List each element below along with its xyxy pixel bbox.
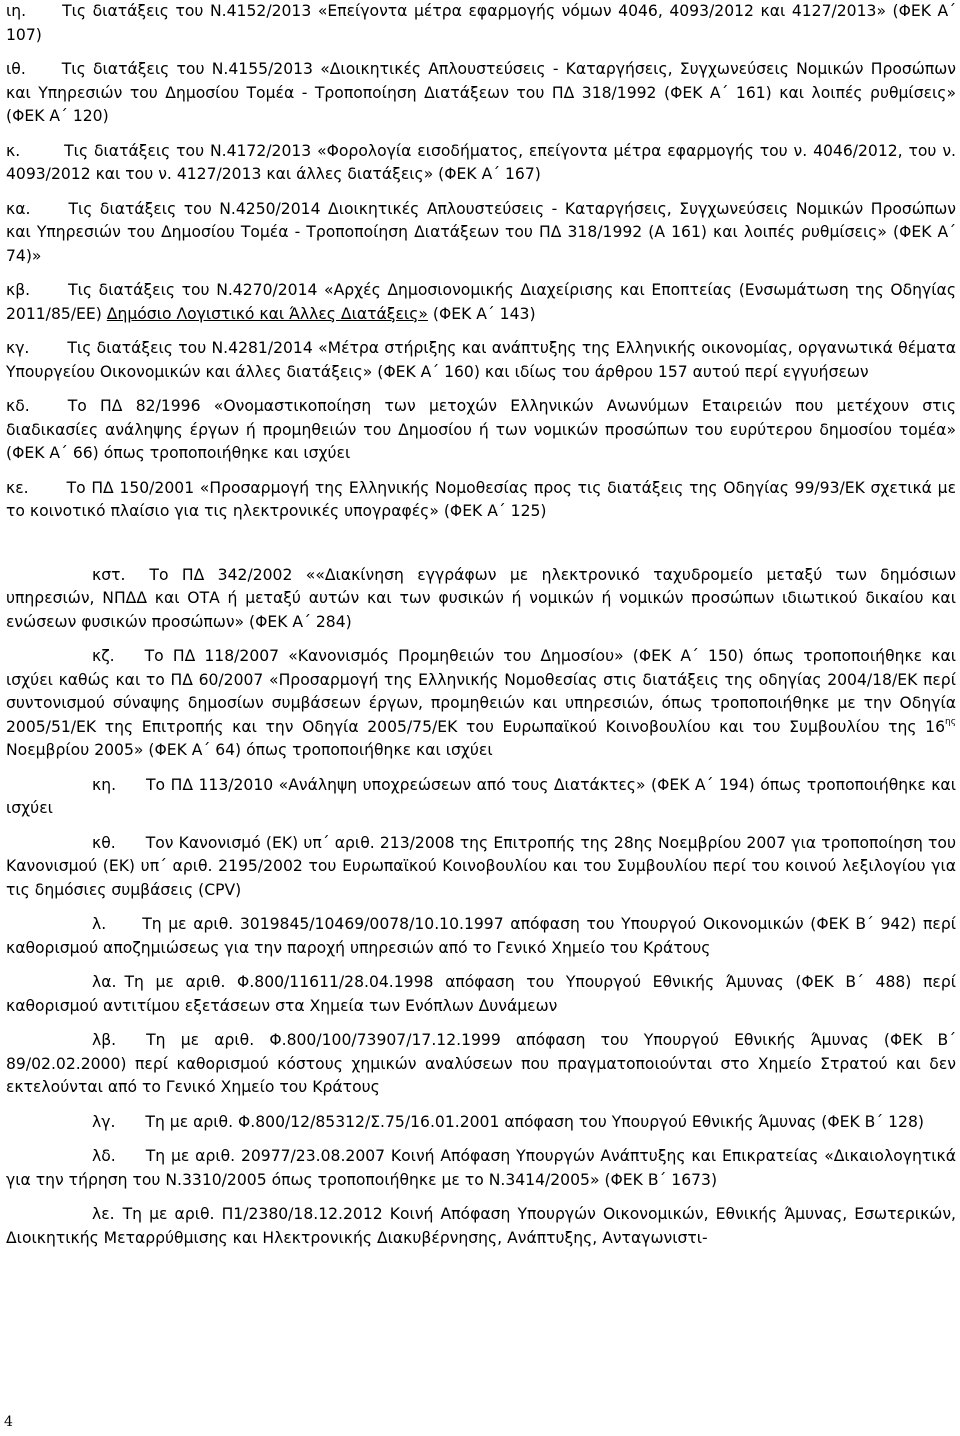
document-body [6, 0, 956, 1250]
list-item-la [6, 971, 956, 1018]
item-text: Το ΠΔ 342/2002 ««Διακίνηση εγγράφων με ηλεκτρονικό ταχυδρομείο μεταξύ των δημόσιων υπηρεσιών, ΝΠΔΔ και ΟΤΑ ή μεταξύ αυτών και των φυσικών ή νομικών ή νομικών προσώπων ιδιωτικού δικαίου και ενώσεων φυσικών προσώπων» (ΦΕΚ Α΄ 284) [6, 565, 956, 631]
item-label: λβ. [92, 1031, 117, 1049]
list-item-kd [6, 395, 956, 466]
item-label: κστ. [92, 565, 126, 584]
item-label: κθ. [92, 833, 116, 852]
list-item-ie [6, 0, 956, 47]
item-label: κδ. [6, 397, 30, 415]
item-text: Τη με αριθ. 3019845/10469/0078/10.10.1997 απόφαση του Υπουργού Οικονομικών (ΦΕΚ Β΄ 942) περί καθορισμού αποζημιώσεως για την παροχή υπηρεσιών από το Γενικό Χημείο του Κράτους [6, 915, 956, 957]
list-item-kth [6, 832, 956, 903]
item-text-tail: Νοεμβρίου 2005» (ΦΕΚ Α΄ 64) όπως τροποποιήθηκε και ισχύει [6, 741, 493, 759]
item-text: Τη με αριθ. Φ.800/12/85312/Σ.75/16.01.2001 απόφαση του Υπουργού Εθνικής Άμυνας (ΦΕΚ Β΄ 128) [145, 1112, 924, 1131]
list-item-kh [6, 774, 956, 821]
item-label: κ. [6, 141, 21, 160]
list-item-ld [6, 1145, 956, 1192]
item-label: κε. [6, 478, 29, 497]
item-label: λδ. [92, 1147, 116, 1165]
item-label: λγ. [92, 1112, 116, 1131]
item-text-underlined: Δημόσιο Λογιστικό και Άλλες Διατάξεις» [106, 304, 428, 323]
item-text: Τη με αριθ. Φ.800/100/73907/17.12.1999 απόφαση του Υπουργού Εθνικής Άμυνας (ΦΕΚ Β΄ 89/02.02.2000) περί καθορισμού κόστους χημικών αναλύσεων που πραγματοποιούνται στο Χημείο Στρατού και δεν εκτελούνται από το Γενικό Χημείο του Κράτους [6, 1031, 956, 1096]
item-text: Τις διατάξεις του Ν.4250/2014 Διοικητικές Απλουστεύσεις - Καταργήσεις, Συγχωνεύσεις Νομικών Προσώπων και Υπηρεσιών του Δημοσίου Τομέα - Τροποποίηση Διατάξεων του ΠΔ 318/1992 (Α 161) και λοιπές ρυθμίσεις» (ΦΕΚ Α΄ 74)» [6, 199, 956, 265]
list-item-k [6, 140, 956, 187]
item-label: κα. [6, 199, 31, 218]
item-text: Τις διατάξεις του Ν.4152/2013 «Επείγοντα μέτρα εφαρμογής νόμων 4046, 4093/2012 και 4127/2013» (ΦΕΚ Α΄ 107) [6, 2, 956, 44]
item-text: Τις διατάξεις του Ν.4281/2014 «Μέτρα στήριξης και ανάπτυξης της Ελληνικής οικονομίας, οργανωτικά θέματα Υπουργείου Οικονομικών και άλλες διατάξεις» (ΦΕΚ Α΄ 160) και ιδίως του άρθρου 157 αυτού περί εγγυήσεων [6, 339, 956, 381]
item-label: ιθ. [6, 60, 26, 78]
item-text: Τις διατάξεις του Ν.4172/2013 «Φορολογία εισοδήματος, επείγοντα μέτρα εφαρμογής του ν. 4046/2012, του ν. 4093/2012 και του ν. 4127/2013 και άλλες διατάξεις» (ΦΕΚ Α΄ 167) [6, 141, 956, 183]
list-item-ith [6, 58, 956, 129]
item-text-tail: (ΦΕΚ Α΄ 143) [427, 304, 536, 323]
list-item-le [6, 1203, 956, 1250]
item-label: κζ. [92, 647, 115, 665]
list-item-kz [6, 645, 956, 763]
item-text: Το ΠΔ 82/1996 «Ονομαστικοποίηση των μετοχών Ελληνικών Ανωνύμων Εταιρειών που μετέχουν στις διαδικασίες ανάληψης έργων ή προμηθειών του Δημοσίου ή των νομικών προσώπων του ευρύτερου δημοσίου τομέα» (ΦΕΚ Α΄ 66) όπως τροποποιήθηκε και ισχύει [6, 397, 956, 462]
item-text: Το ΠΔ 150/2001 «Προσαρμογή της Ελληνικής Νομοθεσίας προς τις διατάξεις της Οδηγίας 99/93/ΕΚ σχετικά με το κοινοτικό πλαίσιο για τις ηλεκτρονικές υπογραφές» (ΦΕΚ Α΄ 125) [6, 478, 956, 520]
item-label: ιη. [6, 2, 27, 20]
item-label: κβ. [6, 281, 31, 299]
page-number: 4 [4, 1414, 13, 1430]
item-label: λε. [92, 1205, 115, 1223]
list-item-kb [6, 279, 956, 326]
item-text: Το ΠΔ 118/2007 «Κανονισμός Προμηθειών του Δημοσίου» (ΦΕΚ Α΄ 150) όπως τροποποιήθηκε και ισχύει καθώς και το ΠΔ 60/2007 «Προσαρμογή της Ελληνικής Νομοθεσίας στις διατάξεις της οδηγίας 2004/18/ΕΚ περί συντονισμού σύναψης δημοσίων συμβάσεων έργων, προμηθειών και υπηρεσιών, όπως τροποποιήθηκε με την Οδηγία 2005/51/ΕΚ της Επιτροπής και την Οδηγία 2005/75/ΕΚ του Ευρωπαϊκού Κοινοβουλίου και του Συμβουλίου της 16 [6, 647, 956, 736]
list-item-lb [6, 1029, 956, 1100]
list-item-ka [6, 198, 956, 269]
item-text: Τη με αριθ. 20977/23.08.2007 Κοινή Απόφαση Υπουργών Ανάπτυξης και Επικρατείας «Δικαιολογητικά για την τήρηση του Ν.3310/2005 όπως τροποποιήθηκε με το Ν.3414/2005» (ΦΕΚ Β΄ 1673) [6, 1147, 956, 1189]
item-text: Το ΠΔ 113/2010 «Ανάληψη υποχρεώσεων από τους Διατάκτες» (ΦΕΚ Α΄ 194) όπως τροποποιήθηκε και ισχύει [6, 775, 956, 817]
item-label: λ. [92, 915, 107, 933]
item-text: Τις διατάξεις του Ν.4155/2013 «Διοικητικές Απλουστεύσεις - Καταργήσεις, Συγχωνεύσεις Νομικών Προσώπων και Υπηρεσιών του Δημοσίου Τομέα - Τροποποίηση Διατάξεων του ΠΔ 318/1992 (ΦΕΚ Α΄ 161) και λοιπές ρυθμίσεις» (ΦΕΚ Α΄ 120) [6, 60, 956, 125]
item-text: Τη με αριθ. Φ.800/11611/28.04.1998 απόφαση του Υπουργού Εθνικής Άμυνας (ΦΕΚ Β΄ 488) περί καθορισμού αντιτίμου εξετάσεων στα Χημεία των Ενόπλων Δυνάμεων [6, 973, 956, 1015]
item-label: κη. [92, 775, 117, 794]
item-label: κγ. [6, 339, 30, 357]
item-text: Τον Κανονισμό (ΕΚ) υπ΄ αριθ. 213/2008 της Επιτροπής της 28ης Νοεμβρίου 2007 για τροποποίηση του Κανονισμού (ΕΚ) υπ΄ αριθ. 2195/2002 του Ευρωπαϊκού Κοινοβουλίου και του Συμβουλίου περί του κοινού λεξιλογίου για τις δημόσιες συμβάσεις (CPV) [6, 833, 956, 899]
superscript: ης [945, 716, 956, 727]
item-text: Τη με αριθ. Π1/2380/18.12.2012 Κοινή Απόφαση Υπουργών Οικονομικών, Εθνικής Άμυνας, Εσωτερικών, Διοικητικής Μεταρρύθμισης και Ηλεκτρονικής Διακυβέρνησης, Ανάπτυξης, Ανταγωνιστι- [6, 1205, 956, 1247]
list-item-l [6, 913, 956, 960]
list-item-lg [6, 1111, 956, 1135]
list-item-ke [6, 477, 956, 524]
list-item-kg [6, 337, 956, 384]
item-text: Τις διατάξεις του Ν.4270/2014 «Αρχές Δημοσιονομικής Διαχείρισης και Εποπτείας (Ενσωμάτωση της Οδηγίας 2011/85/ΕΕ) [6, 281, 956, 323]
list-item-kst [6, 564, 956, 635]
item-label: λα. [92, 973, 117, 991]
